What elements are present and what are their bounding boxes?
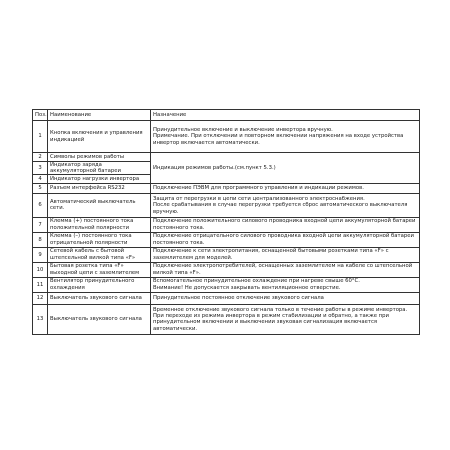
row-name: Кнопка включения и управления индикацией — [48, 121, 151, 153]
table-row — [33, 232, 420, 247]
row-purpose: Подключение отрицательного силового проводника входной цепи аккумуляторной батареи постоянного тока. — [151, 232, 420, 247]
row-name: Символы режимов работы — [48, 153, 151, 162]
row-name: Разъем интерфейса RS232 — [48, 183, 151, 193]
table-row — [33, 292, 420, 304]
row-pos: 12 — [33, 292, 48, 304]
row-purpose: Подключение к сети электропитания, оснащенной бытовыми розетками типа «F» с заземлителем для моделей. — [151, 247, 420, 262]
row-pos: 7 — [33, 217, 48, 232]
header-row — [33, 110, 420, 121]
row-pos: 4 — [33, 175, 48, 184]
row-name: Индикатор заряда аккумуляторной батареи — [48, 161, 151, 175]
row-purpose: Подключение ПЭВМ для программного управления и индикации режимов. — [151, 183, 420, 193]
specification-table — [32, 109, 420, 335]
row-purpose: Принудительное включение и выключение инвертора вручную. Примечание. При отключении и повторном включении напряжения на входе устройства инвертор включается автоматически. — [151, 121, 420, 153]
row-name: Индикатор нагрузки инвертора — [48, 175, 151, 184]
table-row — [33, 183, 420, 193]
row-purpose: Принудительное постоянное отключение звукового сигнала — [151, 292, 420, 304]
table-row — [33, 217, 420, 232]
table-row — [33, 262, 420, 277]
row-name: Клемма (–) постоянного тока отрицательной полярности — [48, 232, 151, 247]
header-name: Наименование — [48, 110, 151, 121]
row-name: Клемма (+) постоянного тока положительной полярности — [48, 217, 151, 232]
table-row — [33, 277, 420, 292]
row-name: Автоматический выключатель сети. — [48, 193, 151, 217]
row-pos: 2 — [33, 153, 48, 162]
row-name: Вентилятор принудительного охлаждения — [48, 277, 151, 292]
row-pos: 13 — [33, 304, 48, 334]
row-name: Сетевой кабель с бытовой штепсельной вилкой типа «F» — [48, 247, 151, 262]
row-pos: 3 — [33, 161, 48, 175]
table-row — [33, 304, 420, 334]
header-pos: Поз. — [33, 110, 48, 121]
row-purpose: Подключение электропотребителей, оснащенных заземлителем на кабеле со штепсельной вилкой типа «F». — [151, 262, 420, 277]
row-pos: 11 — [33, 277, 48, 292]
row-purpose: Вспомогательное принудительное охлаждение при нагреве свыше 60°С. Внимание! Не допускается закрывать вентиляционное отверстие. — [151, 277, 420, 292]
row-name: Выключатель звукового сигнала — [48, 304, 151, 334]
table-row — [33, 121, 420, 153]
row-pos: 1 — [33, 121, 48, 153]
row-pos: 10 — [33, 262, 48, 277]
row-pos: 8 — [33, 232, 48, 247]
row-purpose: Подключение положительного силового проводника входной цепи аккумуляторной батареи постоянного тока. — [151, 217, 420, 232]
row-purpose: Временное отключение звукового сигнала только в течение работы в режиме инвертора. При переходе из режима инвертора в режим стабилизации и обратно, а также при принудительном включении и выключении звуковая сигнализация включается автоматически. — [151, 304, 420, 334]
row-purpose: Индикация режимов работы.(см.пункт 5.3.) — [151, 153, 420, 184]
table-row — [33, 193, 420, 217]
row-name: Бытовая розетка типа «F» выходной цепи с заземлителем — [48, 262, 151, 277]
row-pos: 5 — [33, 183, 48, 193]
table-row — [33, 247, 420, 262]
row-purpose: Защита от перегрузки в цепи сети централизованного электроснабжения. После срабатывания в случае перегрузки требуется сброс автоматического выключателя вручную. — [151, 193, 420, 217]
row-pos: 6 — [33, 193, 48, 217]
header-purpose: Назначение — [151, 110, 420, 121]
table-row — [33, 153, 420, 162]
row-name: Выключатель звукового сигнала — [48, 292, 151, 304]
row-pos: 9 — [33, 247, 48, 262]
